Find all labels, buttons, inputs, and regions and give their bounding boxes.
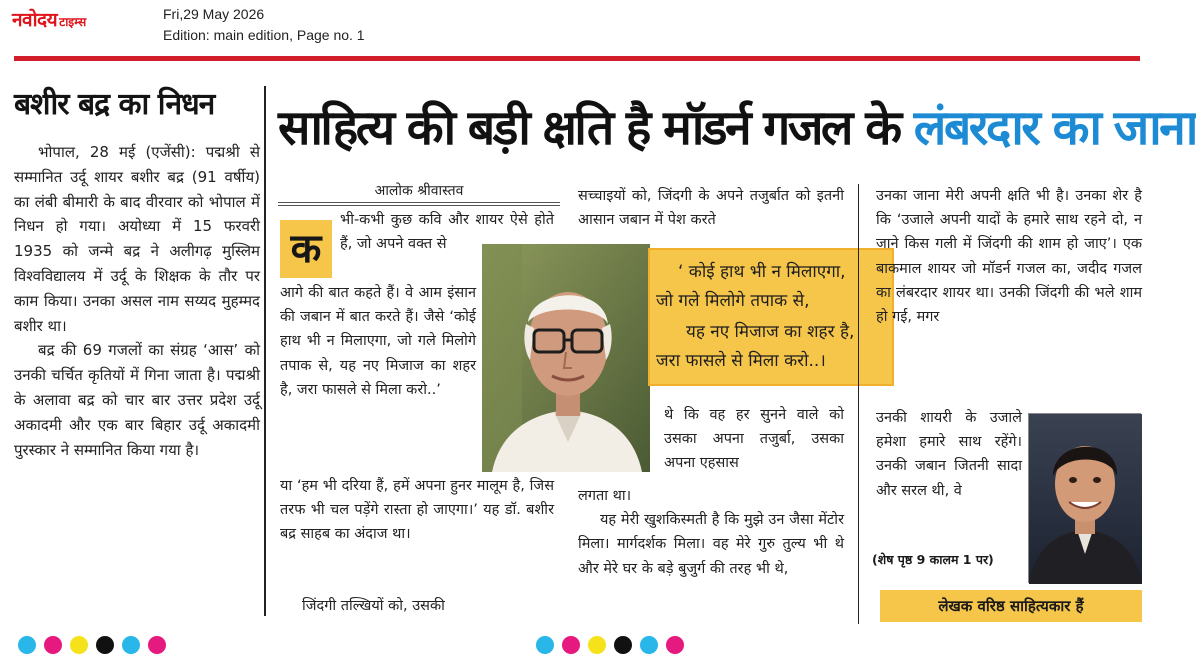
story-intro: भी-कभी कुछ कवि और शायर ऐसे होते हैं, जो अपने वक्त से [340, 212, 554, 253]
left-story-paragraph: भोपाल, 28 मई (एजेंसी): पद्मश्री से सम्मानित उर्दू शायर बशीर बद्र (91 वर्षीय) का लंबी बीमारी के बाद वीरवार को भोपाल में निधन हो गया। अयोध्या में 15 फरवरी 1935 को जन्मे बद्र ने अलीगढ़ मुस्लिम विश्वविद्यालय में उर्दू के शिक्षक के तौर पर काम किया। उनका असल नाम सय्यद मुहम्मद बशीर था। [14, 143, 260, 335]
main-headline-blue: लंबरदार का जाना [913, 100, 1196, 156]
edition-date: Fri,29 May 2026 [163, 6, 265, 22]
story-column-text: उनका जाना मेरी अपनी क्षति भी है। उनका शेर है कि ‘उजाले अपनी यादों के हमारे साथ रहने दो, न जाने किस गली में जिंदगी की शाम हो जाए’। एक बाकमाल शायर जो मॉडर्न गजल का, जदीद गजल का लंबरदार शायर था। उनकी जिंदगी की भले शाम हो गई, मगर [876, 188, 1142, 326]
column-divider [264, 86, 266, 616]
edition-page: Edition: main edition, Page no. 1 [163, 27, 365, 43]
registration-mark [96, 636, 114, 654]
byline-rule [278, 205, 560, 206]
header-rule [14, 56, 1140, 61]
continued-on-note: (शेष पृष्ठ 9 कालम 1 पर) [872, 552, 994, 567]
byline-rule [278, 202, 560, 203]
registration-mark [536, 636, 554, 654]
story-column-text: जिंदगी तल्खियों को, उसकी [302, 598, 445, 614]
logo-subname: टाइम्स [59, 15, 87, 29]
registration-mark [44, 636, 62, 654]
logo-name: नवोदय [12, 9, 58, 31]
story-column-text: या ‘हम भी दरिया हैं, हमें अपना हुनर मालूम है, जिस तरफ भी चल पड़ेंगे रास्ता हो जाएगा।’ यह डॉ. बशीर बद्र साहब का अंदाज था। [280, 478, 554, 543]
registration-mark [614, 636, 632, 654]
story-column-text: थे कि वह हर सुनने वाले को उसका अपना तजुर्बा, उसका अपना एहसास [664, 407, 844, 472]
story-column-text: सच्चाइयों को, जिंदगी के अपने तजुर्बात को इतनी आसान जबान में पेश करते [578, 188, 844, 229]
main-headline-black: साहित्य की बड़ी क्षति है मॉडर्न गजल के [278, 100, 900, 156]
left-story [14, 84, 260, 462]
registration-mark [148, 636, 166, 654]
drop-cap: क [280, 220, 332, 278]
newspaper-logo[interactable] [12, 6, 86, 34]
pull-quote-line: यह नए मिजाज का शहर है, [686, 322, 855, 342]
story-column-text: उनकी शायरी के उजाले हमेशा हमारे साथ रहेंगे। उनकी जबान जितनी सादा और सरल थी, वे [876, 410, 1022, 499]
pull-quote-line: ‘ कोई हाथ भी न मिलाएगा, [678, 262, 846, 282]
byline: आलोक श्रीवास्तव [374, 183, 464, 199]
poet-portrait-photo[interactable] [482, 244, 650, 472]
author-portrait-illustration [1029, 414, 1142, 584]
story-paragraph: लगता था। [578, 488, 632, 504]
registration-mark [562, 636, 580, 654]
registration-mark [666, 636, 684, 654]
author-photo[interactable] [1028, 413, 1141, 583]
pull-quote-line: जो गले मिलोगे तपाक से, [656, 291, 810, 311]
registration-mark [640, 636, 658, 654]
author-credit: लेखक वरिष्ठ साहित्यकार हैं [880, 590, 1142, 622]
poet-portrait-illustration [482, 244, 650, 472]
masthead [0, 0, 1160, 48]
left-story-paragraph: बद्र की 69 गजलों का संग्रह ‘आस’ को उनकी चर्चित कृतियों में गिना जाता है। पद्मश्री के अलावा बद्र को चार बार उत्तर प्रदेश उर्दू अकादमी और एक बार बिहार उर्दू अकादमी पुरस्कार ने सम्मानित किया गया है। [14, 341, 260, 459]
main-headline [278, 86, 1196, 170]
registration-mark [122, 636, 140, 654]
story-column-text: आगे की बात कहते हैं। वे आम इंसान की जबान में बात करते हैं। जैसे ‘कोई हाथ भी न मिलाएगा, जो गले मिलोगे तपाक से, यह नए मिजाज का शहर है, जरा फासले से मिला करो..’ [280, 285, 476, 398]
edition-info [163, 4, 365, 46]
left-story-headline: बशीर बद्र का निधन [14, 87, 215, 122]
column-divider [858, 184, 859, 624]
story-column-text [578, 484, 844, 581]
left-story-body [14, 140, 260, 462]
registration-mark [70, 636, 88, 654]
registration-mark [18, 636, 36, 654]
story-paragraph: यह मेरी खुशकिस्मती है कि मुझे उन जैसा मेंटोर मिला। मार्गदर्शक मिला। वह मेरे गुरु तुल्य भी थे और मेरे घर के बड़े बुजुर्ग की तरह भी थे, [578, 512, 844, 577]
pull-quote-line: जरा फासले से मिला करो..। [656, 351, 826, 371]
registration-mark [588, 636, 606, 654]
